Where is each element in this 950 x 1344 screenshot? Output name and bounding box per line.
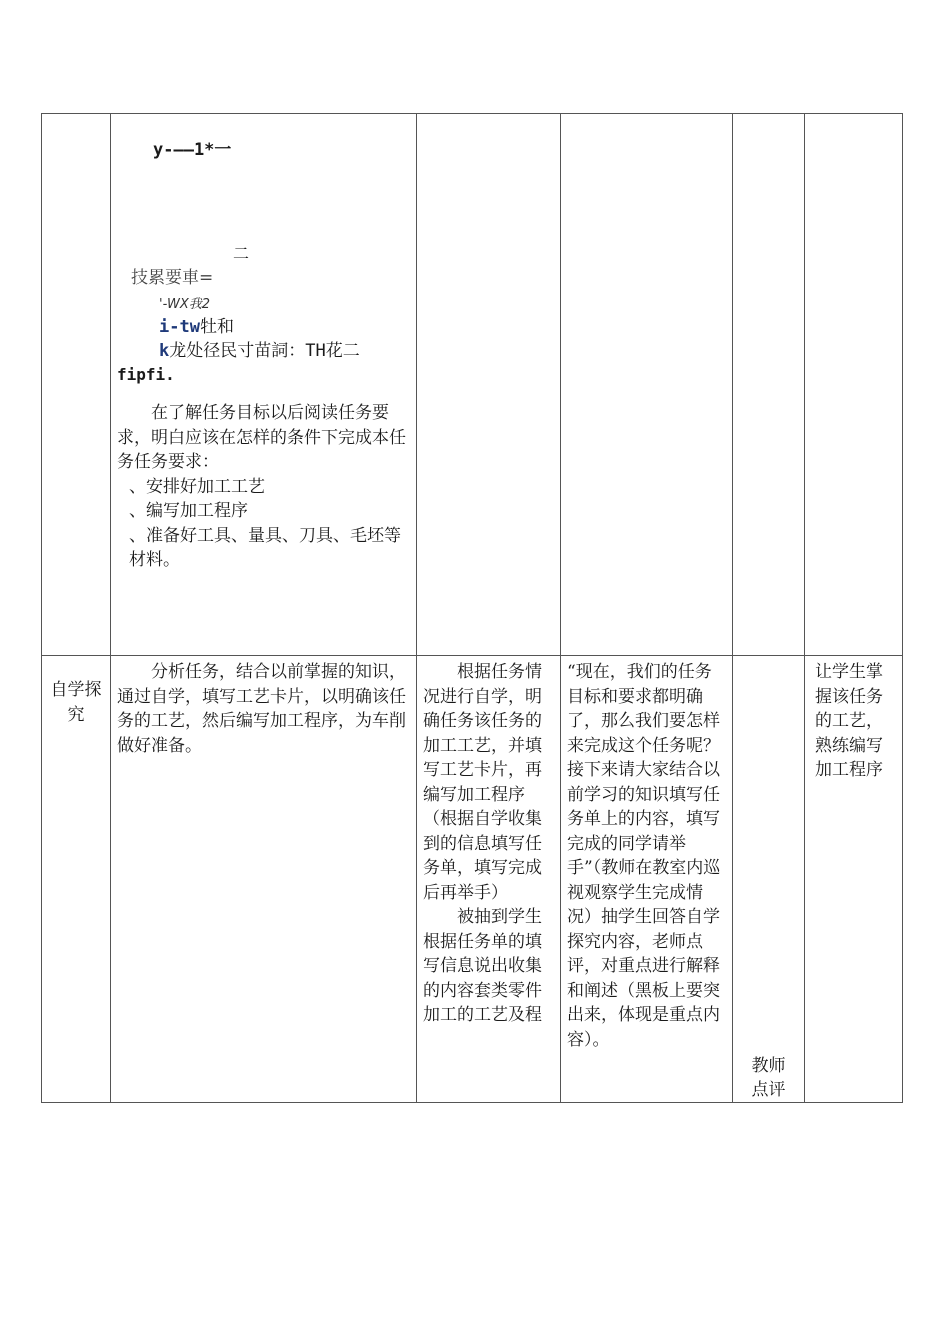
student-activity-cell [417, 656, 561, 1103]
sketch-text: y-——1*一 [153, 140, 232, 160]
purpose-cell [805, 114, 903, 656]
student-activity-cell [417, 114, 561, 656]
teacher-activity-paragraph: “现在，我们的任务目标和要求都明确了，那么我们要怎样来完成这个任务呢？接下来请大家结合以前学习的知识填写任务单上的内容，填写完成的同学请举手”（教师在教室内巡视观察学生完成情况）抽学生回答自学探究内容，老师点评，对重点进行解释和阐述（黑板上要突出来，体现是重点内容）。 [567, 662, 721, 1050]
sketch-text: 技累要車= [131, 268, 214, 288]
method-label: 教师点评 [751, 1056, 786, 1100]
sketch-text [159, 339, 360, 364]
table-row [42, 656, 903, 1103]
sketch-text: fipfi. [117, 365, 175, 384]
table-row [42, 114, 903, 656]
method-cell [733, 114, 805, 656]
sketch-text-rest: 龙处径民寸苗詞：TH花二 [169, 341, 360, 361]
requirement-item: 、安排好加工工艺 [129, 476, 265, 497]
stage-label: 自学探究 [50, 680, 102, 725]
intro-paragraph: 在了解任务目标以后阅读任务要求，明白应该在怎样的条件下完成本任务任务要求： [117, 403, 406, 472]
purpose-paragraph: 让学生掌握该任务的工艺，熟练编写加工程序 [815, 662, 883, 780]
teacher-activity-cell [561, 656, 733, 1103]
content-cell [111, 114, 417, 656]
teacher-activity-cell [561, 114, 733, 656]
content-cell [111, 656, 417, 1103]
sketch-text: 二 [233, 244, 250, 263]
sketch-text: '-WX我2 [159, 297, 211, 312]
purpose-cell [805, 656, 903, 1103]
requirement-item: 、编写加工程序 [129, 501, 248, 521]
requirement-item: 、准备好工具、量具、刀具、毛坯等材料。 [129, 525, 401, 570]
method-cell [733, 656, 805, 1103]
sketch-figure [117, 118, 410, 383]
sketch-text-rest: 牡和 [199, 317, 234, 337]
stage-cell-empty [42, 114, 111, 656]
sketch-text-prefix: i-tw [159, 317, 200, 337]
content-paragraph: 分析任务，结合以前掌握的知识，通过自学，填写工艺卡片，以明确该任务的工艺，然后编写加工程序，为车削做好准备。 [117, 662, 406, 756]
stage-cell [42, 656, 111, 1103]
sketch-text [159, 315, 234, 340]
task-requirements [117, 401, 410, 573]
lesson-plan-table [41, 113, 903, 1103]
student-activity-paragraph: 被抽到学生根据任务单的填写信息说出收集的内容套类零件加工的工艺及程 [423, 907, 542, 1025]
student-activity-paragraph: 根据任务情况进行自学，明确任务该任务的加工工艺，并填写工艺卡片，再编写加工程序（根据自学收集到的信息填写任务单，填写完成后再举手） [423, 662, 542, 903]
sketch-text-prefix: k [159, 341, 170, 361]
